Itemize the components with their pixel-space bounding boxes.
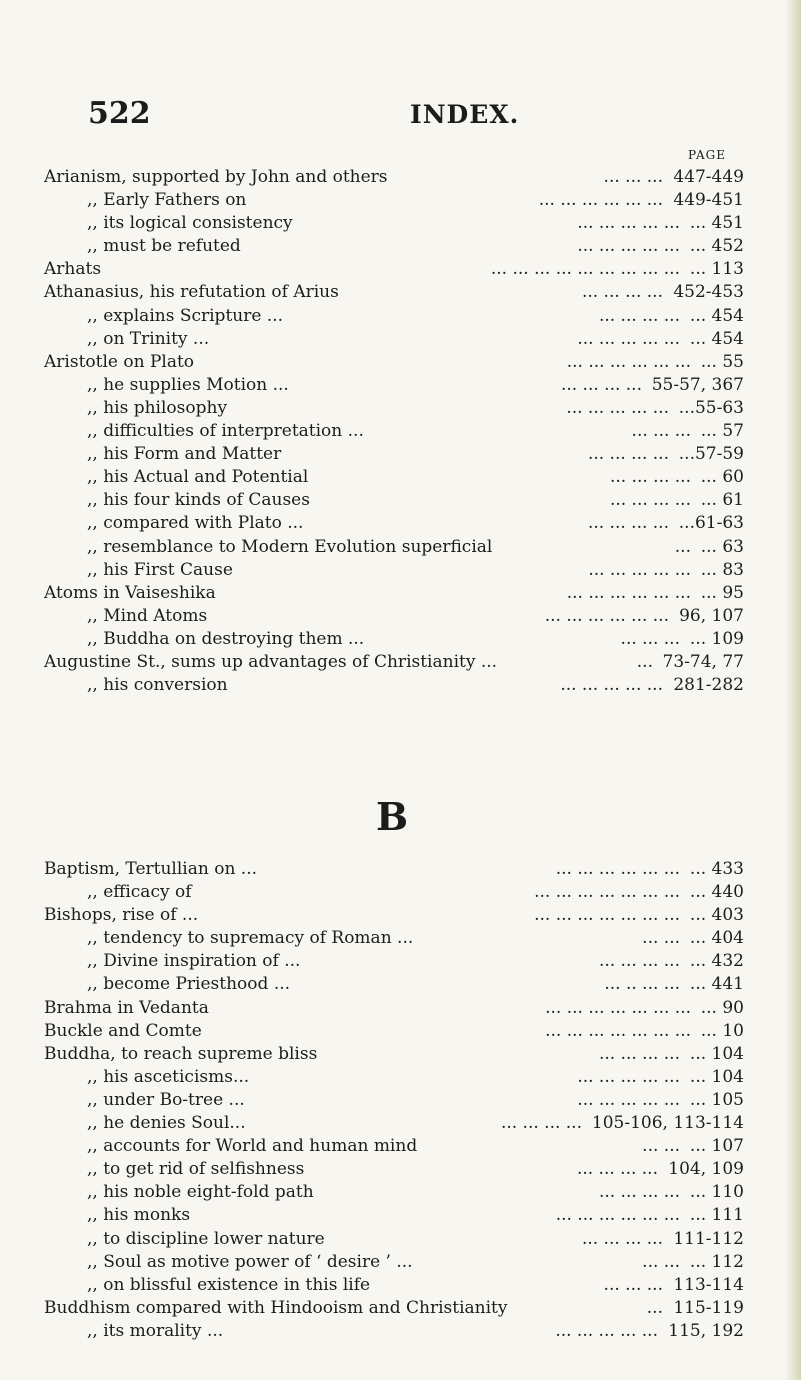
index-entry — [44, 904, 744, 927]
entry-term: ,, Early Fathers on — [87, 190, 247, 211]
index-entry — [44, 1089, 744, 1112]
index-entry — [44, 950, 744, 973]
index-entry — [44, 305, 744, 328]
entry-term: ,, Buddha on destroying them ... — [87, 628, 365, 649]
entry-term: Augustine St., sums up advantages of Christianity ... — [44, 651, 498, 672]
entry-term: Aristotle on Plato — [44, 351, 195, 372]
entry-leader-dots: ... ... ... ... ... ... — [555, 1205, 680, 1226]
entry-term: ,, its morality ... — [87, 1320, 224, 1341]
index-entry — [44, 1112, 744, 1135]
entry-term: ,, compared with Plato ... — [87, 513, 304, 534]
entry-pages: ... 451 — [689, 213, 744, 234]
index-entry — [44, 489, 744, 512]
entry-pages: 73-74, 77 — [662, 651, 744, 672]
entry-leader-dots: ... — [674, 536, 691, 557]
index-entry — [44, 1135, 744, 1158]
entry-term: ,, his First Cause — [87, 559, 233, 580]
entry-leader-dots: ... ... ... ... — [609, 490, 691, 511]
entry-leader-dots: ... ... ... ... — [581, 1228, 663, 1249]
entry-pages: ... 95 — [700, 582, 744, 603]
entry-pages: ...57-59 — [678, 444, 744, 465]
entry-pages: ... 112 — [689, 1251, 744, 1272]
index-entry — [44, 420, 744, 443]
entry-leader-dots: ... ... — [642, 1136, 680, 1157]
entry-leader-dots: ... ... ... ... — [576, 1159, 658, 1180]
entry-term: ,, explains Scripture ... — [87, 305, 284, 326]
entry-pages: ... 60 — [700, 467, 744, 488]
entry-pages: ... 404 — [689, 928, 744, 949]
entry-term: Baptism, Tertullian on ... — [44, 859, 258, 879]
entry-leader-dots: ... ... ... — [603, 167, 663, 187]
entry-leader-dots: ... ... ... ... ... ... ... — [545, 997, 691, 1018]
index-entry — [44, 1297, 744, 1320]
page-header — [88, 96, 728, 136]
entry-pages: ... 105 — [689, 1089, 744, 1110]
entry-term: ,, on Trinity ... — [87, 328, 210, 349]
entry-leader-dots: ... ... ... ... ... ... ... ... ... — [490, 259, 680, 280]
index-entry — [44, 628, 744, 651]
entry-term: ,, become Priesthood ... — [87, 974, 291, 995]
entry-term: ,, to get rid of selfishness — [87, 1159, 305, 1180]
entry-term: Buddha, to reach supreme bliss — [44, 1043, 318, 1064]
entry-pages: ... 110 — [689, 1182, 744, 1203]
entry-pages: 115, 192 — [668, 1320, 744, 1341]
entry-leader-dots: ... ... ... ... — [598, 951, 680, 972]
entry-term: Brahma in Vedanta — [44, 997, 209, 1018]
entry-pages: ... 83 — [700, 559, 744, 580]
entry-leader-dots: ... ... — [642, 1251, 680, 1272]
entry-leader-dots: ... ... ... ... ... — [566, 397, 669, 418]
entry-pages: ... 61 — [700, 490, 744, 511]
entry-pages: 111-112 — [673, 1228, 744, 1249]
entry-pages: 55-57, 367 — [651, 374, 744, 395]
entry-leader-dots: ... ... ... ... ... — [577, 328, 680, 349]
index-entry — [44, 651, 744, 674]
entry-leader-dots: ... ... ... ... — [587, 513, 669, 534]
entry-pages: ... 109 — [689, 628, 744, 649]
entry-leader-dots: ... ... ... ... — [598, 1182, 680, 1203]
entry-term: Buckle and Comte — [44, 1020, 202, 1041]
entry-pages: ... 441 — [689, 974, 744, 995]
entry-term: ,, his Form and Matter — [87, 444, 282, 465]
entry-pages: ...61-63 — [678, 513, 744, 534]
entry-term: ,, efficacy of — [87, 882, 192, 903]
entry-term: ,, his Actual and Potential — [87, 467, 309, 488]
entry-pages: 105-106, 113-114 — [591, 1113, 744, 1134]
entry-term: ,, his conversion — [87, 675, 228, 696]
entry-pages: 447-449 — [673, 167, 744, 187]
entry-term: ,, his asceticisms... — [87, 1066, 250, 1087]
entry-term: ,, difficulties of interpretation ... — [87, 421, 364, 442]
index-entry — [44, 166, 744, 189]
entry-pages: ... 113 — [689, 259, 744, 280]
index-entry — [44, 235, 744, 258]
index-entry — [44, 674, 744, 697]
entry-term: Athanasius, his refutation of Arius — [44, 282, 339, 303]
entry-pages: 113-114 — [673, 1274, 744, 1295]
entry-leader-dots: ... ... ... ... ... ... — [566, 351, 691, 372]
entry-term: ,, accounts for World and human mind — [87, 1136, 418, 1157]
entry-term: ,, his monks — [87, 1205, 191, 1226]
entry-leader-dots: ... ... ... ... — [587, 444, 669, 465]
entry-leader-dots: ... ... ... ... — [598, 305, 680, 326]
entry-term: ,, its logical consistency — [87, 213, 293, 234]
entry-leader-dots: ... ... ... ... ... ... — [538, 190, 663, 211]
index-entry — [44, 258, 744, 281]
index-entry — [44, 1204, 744, 1227]
entry-pages: ... 107 — [689, 1136, 744, 1157]
entry-leader-dots: ... ... ... ... — [500, 1113, 582, 1134]
entry-pages: ... 90 — [700, 997, 744, 1018]
entry-leader-dots: ... ... ... ... ... — [577, 236, 680, 257]
index-entry — [44, 374, 744, 397]
entry-term: ,, to discipline lower nature — [87, 1228, 325, 1249]
index-entry — [44, 1228, 744, 1251]
entry-pages: ... 432 — [689, 951, 744, 972]
entry-term: ,, Mind Atoms — [87, 605, 208, 626]
page-number: 522 — [88, 96, 151, 131]
index-entry — [44, 997, 744, 1020]
index-entry — [44, 443, 744, 466]
index-entry — [44, 536, 744, 559]
entry-term: Atoms in Vaiseshika — [44, 582, 216, 603]
entry-leader-dots: ... ... ... ... ... ... — [566, 582, 691, 603]
index-section-b — [44, 858, 744, 1343]
index-entry — [44, 328, 744, 351]
index-entry — [44, 466, 744, 489]
entry-leader-dots: ... ... ... ... ... ... — [555, 859, 680, 879]
section-letter: B — [376, 794, 409, 839]
entry-pages: ... 111 — [689, 1205, 744, 1226]
entry-leader-dots: ... ... ... ... ... ... ... — [545, 1020, 691, 1041]
index-entry — [44, 1320, 744, 1343]
entry-pages: 281-282 — [673, 675, 744, 696]
index-entry — [44, 1158, 744, 1181]
entry-leader-dots: ... ... ... ... ... — [577, 1066, 680, 1087]
entry-term: ,, Divine inspiration of ... — [87, 951, 301, 972]
entry-term: ,, Soul as motive power of ‘ desire ’ ... — [87, 1251, 413, 1272]
index-entry — [44, 1043, 744, 1066]
entry-leader-dots: ... ... ... ... ... ... ... — [534, 882, 680, 903]
entry-leader-dots: ... ... ... ... ... ... ... — [534, 905, 680, 926]
index-entry — [44, 881, 744, 904]
entry-pages: 104, 109 — [668, 1159, 744, 1180]
entry-leader-dots: ... ... ... — [603, 1274, 663, 1295]
index-entry — [44, 512, 744, 535]
entry-leader-dots: ... ... ... — [620, 628, 680, 649]
index-entry — [44, 351, 744, 374]
entry-term: ,, his philosophy — [87, 397, 228, 418]
entry-leader-dots: ... .. ... ... — [604, 974, 680, 995]
entry-pages: ... 55 — [700, 351, 744, 372]
entry-pages: ... 433 — [689, 859, 744, 879]
entry-leader-dots: ... — [646, 1297, 663, 1318]
entry-pages: ... 403 — [689, 905, 744, 926]
entry-leader-dots: ... — [636, 651, 653, 672]
entry-pages: ...55-63 — [678, 397, 744, 418]
entry-pages: 96, 107 — [679, 605, 744, 626]
entry-pages: ... 10 — [700, 1020, 744, 1041]
entry-leader-dots: ... ... ... ... — [598, 1043, 680, 1064]
index-entry — [44, 281, 744, 304]
page-edge — [785, 0, 801, 1380]
entry-term: ,, on blissful existence in this life — [87, 1274, 371, 1295]
entry-term: ,, he denies Soul... — [87, 1113, 246, 1134]
entry-term: ,, his four kinds of Causes — [87, 490, 310, 511]
entry-term: ,, resemblance to Modern Evolution superficial — [87, 536, 493, 557]
running-title: INDEX. — [410, 100, 520, 129]
index-entry — [44, 559, 744, 582]
entry-term: ,, tendency to supremacy of Roman ... — [87, 928, 414, 949]
entry-pages: ... 452 — [689, 236, 744, 257]
entry-term: ,, he supplies Motion ... — [87, 374, 289, 395]
index-entry — [44, 189, 744, 212]
index-entry — [44, 973, 744, 996]
entry-pages: 452-453 — [673, 282, 744, 303]
entry-term: ,, must be refuted — [87, 236, 241, 257]
index-entry — [44, 605, 744, 628]
index-entry — [44, 582, 744, 605]
entry-leader-dots: ... ... ... ... — [609, 467, 691, 488]
entry-pages: ... 57 — [700, 421, 744, 442]
index-entry — [44, 1020, 744, 1043]
entry-pages: 115-119 — [673, 1297, 744, 1318]
entry-leader-dots: ... ... ... — [631, 421, 691, 442]
entry-term: Arianism, supported by John and others — [44, 167, 388, 187]
entry-pages: ... 104 — [689, 1043, 744, 1064]
entry-leader-dots: ... ... ... ... ... — [588, 559, 691, 580]
index-entry — [44, 1274, 744, 1297]
entry-pages: 449-451 — [673, 190, 744, 211]
entry-pages: ... 454 — [689, 305, 744, 326]
entry-term: ,, his noble eight-fold path — [87, 1182, 314, 1203]
entry-term: Bishops, rise of ... — [44, 905, 199, 926]
index-entry — [44, 1251, 744, 1274]
entry-pages: ... 454 — [689, 328, 744, 349]
index-entry — [44, 927, 744, 950]
entry-pages: ... 104 — [689, 1066, 744, 1087]
entry-leader-dots: ... ... ... ... ... — [577, 1089, 680, 1110]
page-column-label: PAGE — [688, 148, 726, 162]
entry-term: Arhats — [44, 259, 102, 280]
index-entry — [44, 1181, 744, 1204]
index-entry — [44, 212, 744, 235]
entry-leader-dots: ... ... ... ... ... ... — [544, 605, 669, 626]
entry-leader-dots: ... ... ... ... ... — [577, 213, 680, 234]
index-section-a — [44, 166, 744, 697]
entry-leader-dots: ... ... ... ... — [560, 374, 642, 395]
index-entry — [44, 858, 744, 881]
index-entry — [44, 397, 744, 420]
entry-term: Buddhism compared with Hindooism and Christianity — [44, 1297, 508, 1318]
entry-leader-dots: ... ... ... ... ... — [560, 675, 663, 696]
index-entry — [44, 1066, 744, 1089]
entry-pages: ... 63 — [700, 536, 744, 557]
entry-leader-dots: ... ... ... ... ... — [555, 1320, 658, 1341]
entry-term: ,, under Bo-tree ... — [87, 1089, 245, 1110]
entry-pages: ... 440 — [689, 882, 744, 903]
entry-leader-dots: ... ... — [642, 928, 680, 949]
entry-leader-dots: ... ... ... ... — [581, 282, 663, 303]
